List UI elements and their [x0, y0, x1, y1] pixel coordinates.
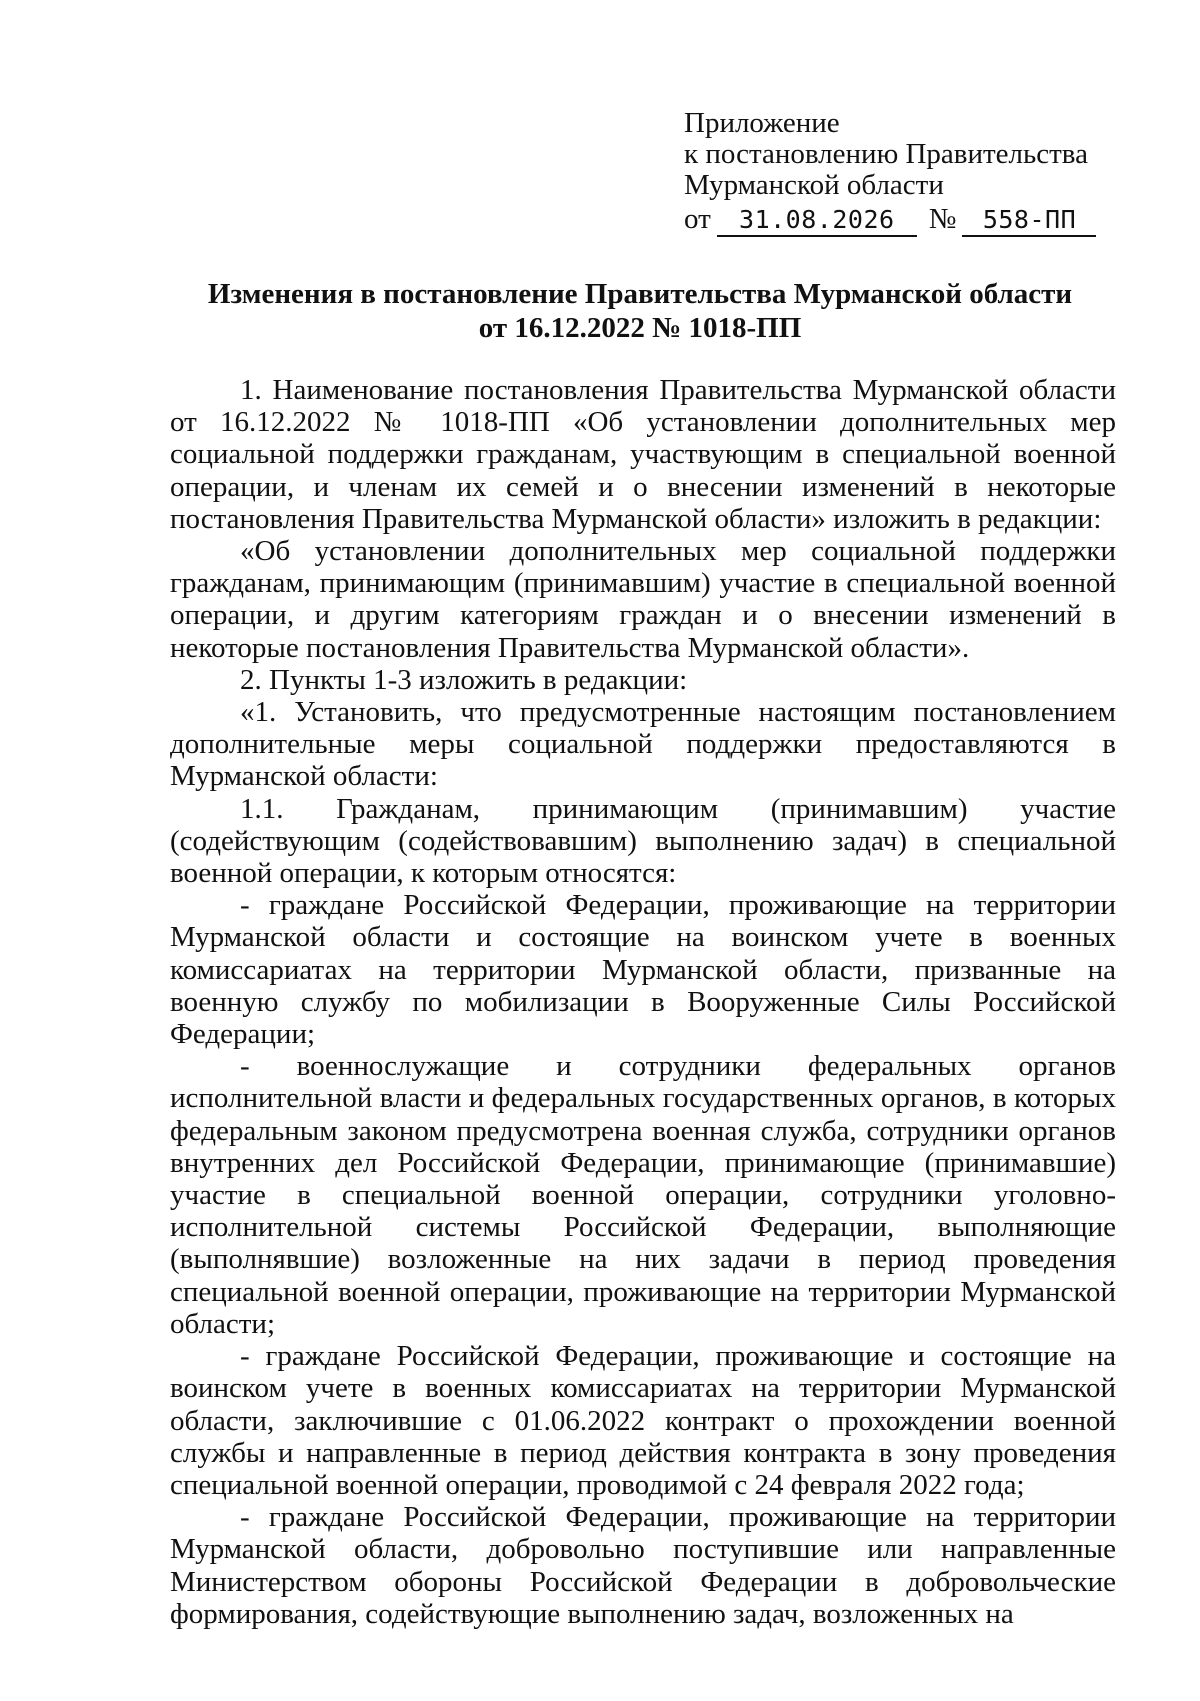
paragraph-2: «Об установлении дополнительных мер социальной поддержки гражданам, принимающим (принимавшим) участие в специальной военной операции, и другим категориям граждан и о внесении изменений в некоторые постановления Правительства Мурманской области».: [170, 535, 1116, 664]
title-line-2: от 16.12.2022 № 1018-ПП: [478, 312, 802, 344]
paragraph-4: «1. Установить, что предусмотренные настоящим постановлением дополнительные меры социальной поддержки предоставляются в Мурманской области:: [170, 696, 1116, 793]
resolution-number: 558-ПП: [962, 205, 1096, 237]
paragraph-3: 2. Пункты 1-3 изложить в редакции:: [240, 663, 688, 696]
paragraph-6: - граждане Российской Федерации, проживающие на территории Мурманской области и состоящие на воинском учете в военных комиссариатах на территории Мурманской области, призванные на военную службу по мобилизации в Вооруженные Силы Российской Федерации;: [170, 889, 1116, 1051]
paragraph-9: - граждане Российской Федерации, проживающие на территории Мурманской области, добровольно поступившие или направленные Министерством обороны Российской Федерации в добровольческие формирования, содействующие выполнению задач, возложенных на: [170, 1501, 1116, 1630]
document-title: [170, 277, 1110, 345]
date-prefix: от: [684, 203, 711, 235]
resolution-date: 31.08.2026: [717, 205, 917, 237]
appendix-block: [684, 108, 1096, 237]
appendix-date-number-line: [684, 204, 1096, 237]
appendix-region: Мурманской области: [684, 169, 944, 201]
paragraph-1: 1. Наименование постановления Правительства Мурманской области от 16.12.2022 № 1018-ПП «Об установлении дополнительных мер социальной поддержки гражданам, участвующим в специальной военной операции, и членам их семей и о внесении изменений в некоторые постановления Правительства Мурманской области» изложить в редакции:: [170, 374, 1116, 535]
appendix-heading: Приложение: [684, 107, 840, 139]
title-line-1: Изменения в постановление Правительства Мурманской области: [207, 278, 1073, 310]
document-body: [170, 374, 1116, 1630]
number-prefix: №: [928, 203, 957, 235]
paragraph-8: - граждане Российской Федерации, проживающие и состоящие на воинском учете в военных комиссариатах на территории Мурманской области, заключившие с 01.06.2022 контракт о прохождении военной службы и направленные в период действия контракта в зону проведения специальной военной операции, проводимой с 24 февраля 2022 года;: [170, 1340, 1116, 1501]
paragraph-7: - военнослужащие и сотрудники федеральных органов исполнительной власти и федеральных государственных органов, в которых федеральным законом предусмотрена военная служба, сотрудники органов внутренних дел Российской Федерации, принимающие (принимавшие) участие в специальной военной операции, сотрудники уголовно-исполнительной системы Российской Федерации, выполняющие (выполнявшие) возложенные на них задачи в период проведения специальной военной операции, проживающие на территории Мурманской области;: [170, 1050, 1116, 1340]
appendix-reference: к постановлению Правительства: [684, 138, 1088, 170]
paragraph-5: 1.1. Гражданам, принимающим (принимавшим) участие (содействующим (содействовавшим) выполнению задач) в специальной военной операции, к которым относятся:: [170, 792, 1116, 890]
